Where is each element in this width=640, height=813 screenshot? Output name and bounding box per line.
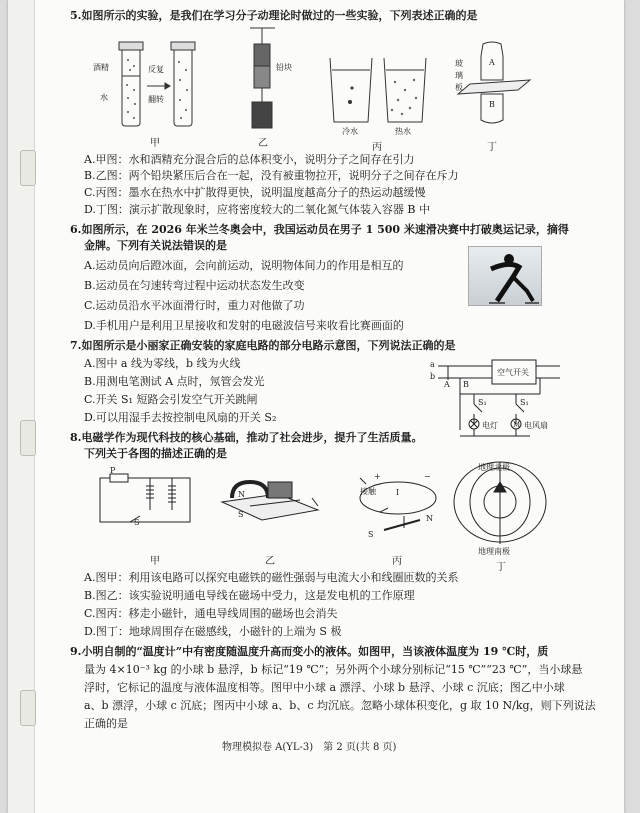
q7-option-c: C.开关 S₁ 短路会引发空气开关跳闸 [84,393,258,406]
wire-a-label: a [430,360,435,369]
q5-option-b: B.乙图：两个铅块紧压后合在一起，没有被重物拉开，说明分子之间存在斥力 [84,169,459,182]
q6-stem-line1: 6.如图所示，在 2026 年米兰冬奥会中，我国运动员在男子 1 500 米速滑决赛中打破奥运记录，摘得 [70,223,569,236]
switch-s-label: S [134,518,140,527]
glass-label-2: 璃 [455,71,463,80]
electromagnet-circuit [100,474,190,522]
alcohol-label: 酒精 [93,63,109,72]
q5-option-d: D.丁图：演示扩散现象时，应将密度较大的二氧化氮气体装入容器 B 中 [84,203,430,216]
fan-icon: M [513,421,521,429]
flip-label-2: 翻转 [148,95,164,104]
q9-line-1: 9.小明自制的“温度计”中有密度随温度升高而变小的液体。如图甲，当该液体温度为 19 ℃时，质 [70,645,549,658]
q8-stem-line2: 下列关于各图的描述正确的是 [84,447,227,460]
page-footer: 物理模拟卷 A(YL-3) 第 2 页(共 8 页) [222,742,397,753]
jar-b-label: B [489,100,495,109]
q5-caption-bing: 丙 [372,142,382,153]
q8-caption-jia: 甲 [150,556,160,567]
current-i-label: I [396,488,400,497]
q9-line-5: 正确的是 [84,717,128,730]
point-b-label: B [463,380,469,389]
q8-stem-line1: 8.电磁学作为现代科技的核心基础，推动了社会进步，提升了生活质量。 [70,431,423,444]
jar-a-label: A [489,58,495,67]
q5-option-c: C.丙图：墨水在热水中扩散得更快，说明温度越高分子的热运动越缓慢 [84,186,426,199]
geo-south-label: 地理南极 [478,547,510,556]
q8-option-d: D.图丁：地球周围存在磁感线，小磁针的上端为 S 极 [84,625,342,638]
q8-option-b: B.图乙：该实验说明通电导线在磁场中受力，这是发电机的工作原理 [84,589,415,602]
q5-caption-ding: 丁 [487,142,497,153]
motor-experiment [222,482,318,520]
hot-water-label: 热水 [395,127,411,136]
touch-label: 接触 [360,487,376,496]
q5-caption-jia: 甲 [150,138,160,149]
q6-option-a: A.运动员向后蹬冰面，会向前运动，说明物体间力的作用是相互的 [84,259,404,272]
binder-hole [20,690,36,726]
q5-stem: 5.如图所示的实验，是我们在学习分子动理论时做过的一些实验，下列表述正确的是 [70,9,478,22]
q7-option-a: A.图中 a 线为零线，b 线为火线 [84,357,241,370]
needle-s-label: S [368,530,374,539]
flip-label-1: 反复 [148,65,164,74]
q6-option-c: C.运动员沿水平冰面滑行时，重力对他做了功 [84,299,305,312]
q8-caption-yi: 乙 [265,556,275,567]
breaker-label: 空气开关 [497,368,529,377]
geo-north-label: 地理北极 [478,463,510,472]
switch-s2-label: S₁ [520,398,529,407]
lead-label: 铅块 [276,63,292,72]
q8-caption-ding: 丁 [496,562,506,573]
point-a-label: A [444,380,450,389]
lamp-label: 电灯 [482,421,498,430]
q6-stem-line2: 金牌。下列有关说法错误的是 [84,239,227,252]
minus-label: − [424,472,431,481]
glass-label-3: 板 [455,83,463,92]
q9-line-2: 量为 4×10⁻³ kg 的小球 b 悬浮，b 标记“19 ℃”；另外两个小球分别标记“15 ℃”“23 ℃”，当小球悬 [84,663,583,676]
switch-s1-label: S₁ [478,398,487,407]
fan-label: 电风扇 [524,421,548,430]
q7-stem: 7.如图所示是小丽家正确安装的家庭电路的部分电路示意图，下列说法正确的是 [70,339,456,352]
q8-caption-bing: 丙 [392,556,402,567]
rheostat-p-label: P [110,466,116,475]
q6-option-d: D.手机用户是利用卫星接收和发射的电磁波信号来收看比赛画面的 [84,319,404,332]
cold-water-label: 冷水 [342,127,358,136]
q9-line-3: 浮时，它标记的温度与液体温度相等。图甲中小球 a 漂浮、小球 b 悬浮、小球 c 沉底；图乙中小球 [84,681,565,694]
q7-option-b: B.用测电笔测试 A 点时，氖管会发光 [84,375,265,388]
q8-option-c: C.图丙：移走小磁针，通电导线周围的磁场也会消失 [84,607,338,620]
q9-line-4: a、b 漂浮，小球 c 沉底；图丙中小球 a、b、c 均沉底。忽略小球体积变化，g 取 10 N/kg，则下列说法 [84,699,596,712]
magnet-s-label: S [238,510,244,519]
glass-label-1: 玻 [455,59,463,68]
q6-option-b: B.运动员在匀速转弯过程中运动状态发生改变 [84,279,305,292]
needle-n-label: N [426,514,433,523]
earth-magnetic-field [454,462,546,544]
wire-b-label: b [430,372,436,381]
q7-option-d: D.可以用湿手去按控制电风扇的开关 S₂ [84,411,277,424]
magnet-n-label: N [238,490,245,499]
water-label: 水 [100,93,108,102]
plus-label: + [374,472,381,481]
q5-option-a: A.甲图：水和酒精充分混合后的总体积变小，说明分子之间存在引力 [84,153,415,166]
q5-caption-yi: 乙 [258,138,268,149]
q8-option-a: A.图甲：利用该电路可以探究电磁铁的磁性强弱与电流大小和线圈匝数的关系 [84,571,459,584]
